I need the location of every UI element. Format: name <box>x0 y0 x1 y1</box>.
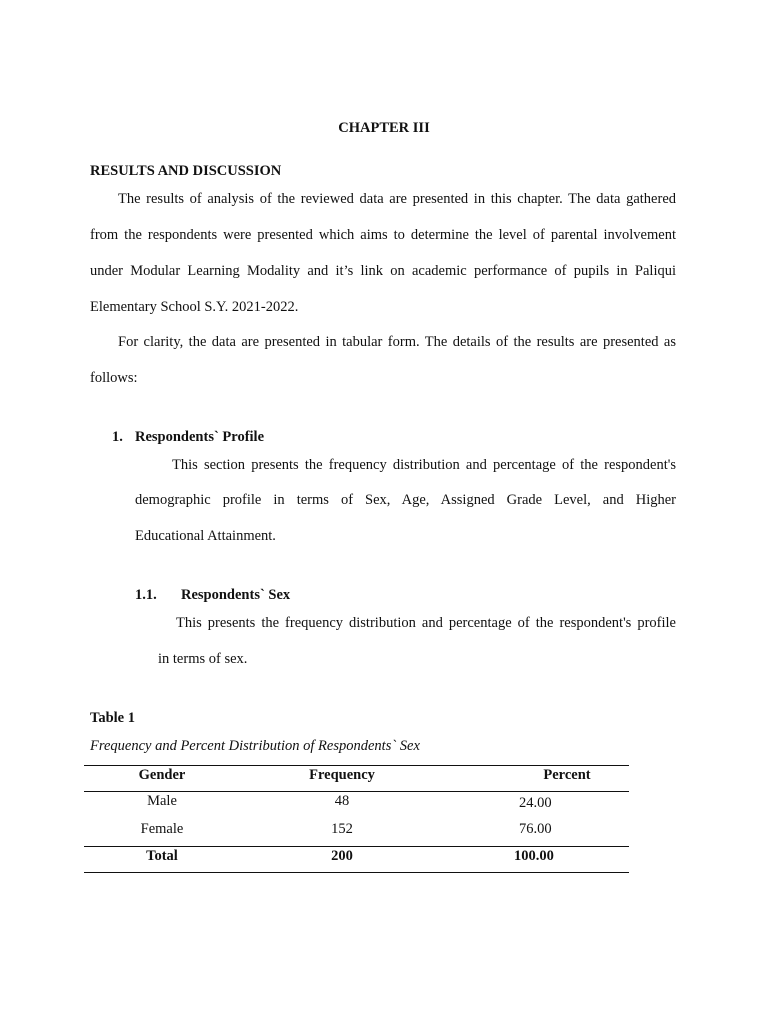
section1-1-line-2: in terms of sex. <box>158 651 248 667</box>
section1-1-heading: Respondents` Sex <box>181 587 291 603</box>
intro-line-2: from the respondents were presented which aims to determine the level of parental involvement <box>90 227 676 243</box>
chapter-title: CHAPTER III <box>338 120 430 136</box>
section1-1-line-1: This presents the frequency distribution and percentage of the respondent's profile <box>176 615 676 631</box>
table-total-frequency: 200 <box>331 848 353 864</box>
table-header-percent: Percent <box>543 767 591 783</box>
section1-line-3: Educational Attainment. <box>135 528 276 544</box>
table-cell-percent: 24.00 <box>519 795 552 811</box>
section1-number: 1. <box>112 429 123 445</box>
section1-heading: Respondents` Profile <box>135 429 265 445</box>
table-header-frequency: Frequency <box>309 767 375 783</box>
table-cell-gender: Male <box>147 793 177 809</box>
intro-line-3: under Modular Learning Modality and it’s link on academic performance of pupils in Paliqui <box>90 263 676 279</box>
table-header-gender: Gender <box>138 767 186 783</box>
table-cell-frequency: 152 <box>331 821 353 837</box>
table-cell-percent: 76.00 <box>519 821 552 837</box>
table-total-label: Total <box>146 848 178 864</box>
section1-1-number: 1.1. <box>135 587 157 603</box>
table-cell-frequency: 48 <box>334 793 350 809</box>
table-caption: Frequency and Percent Distribution of Respondents` Sex <box>90 738 420 754</box>
table-label: Table 1 <box>90 710 135 726</box>
section1-line-2: demographic profile in terms of Sex, Age, Assigned Grade Level, and Higher <box>135 492 676 508</box>
clarity-line-2: follows: <box>90 370 138 386</box>
clarity-line-1: For clarity, the data are presented in tabular form. The details of the results are presented as <box>118 334 676 350</box>
intro-line-1: The results of analysis of the reviewed data are presented in this chapter. The data gathered <box>118 191 676 207</box>
intro-line-4: Elementary School S.Y. 2021-2022. <box>90 299 299 315</box>
table-total-percent: 100.00 <box>514 848 554 864</box>
table-bottom-rule <box>84 872 629 873</box>
section-title: RESULTS AND DISCUSSION <box>90 163 282 179</box>
section1-line-1: This section presents the frequency distribution and percentage of the respondent's <box>172 457 676 473</box>
table-cell-gender: Female <box>140 821 184 837</box>
